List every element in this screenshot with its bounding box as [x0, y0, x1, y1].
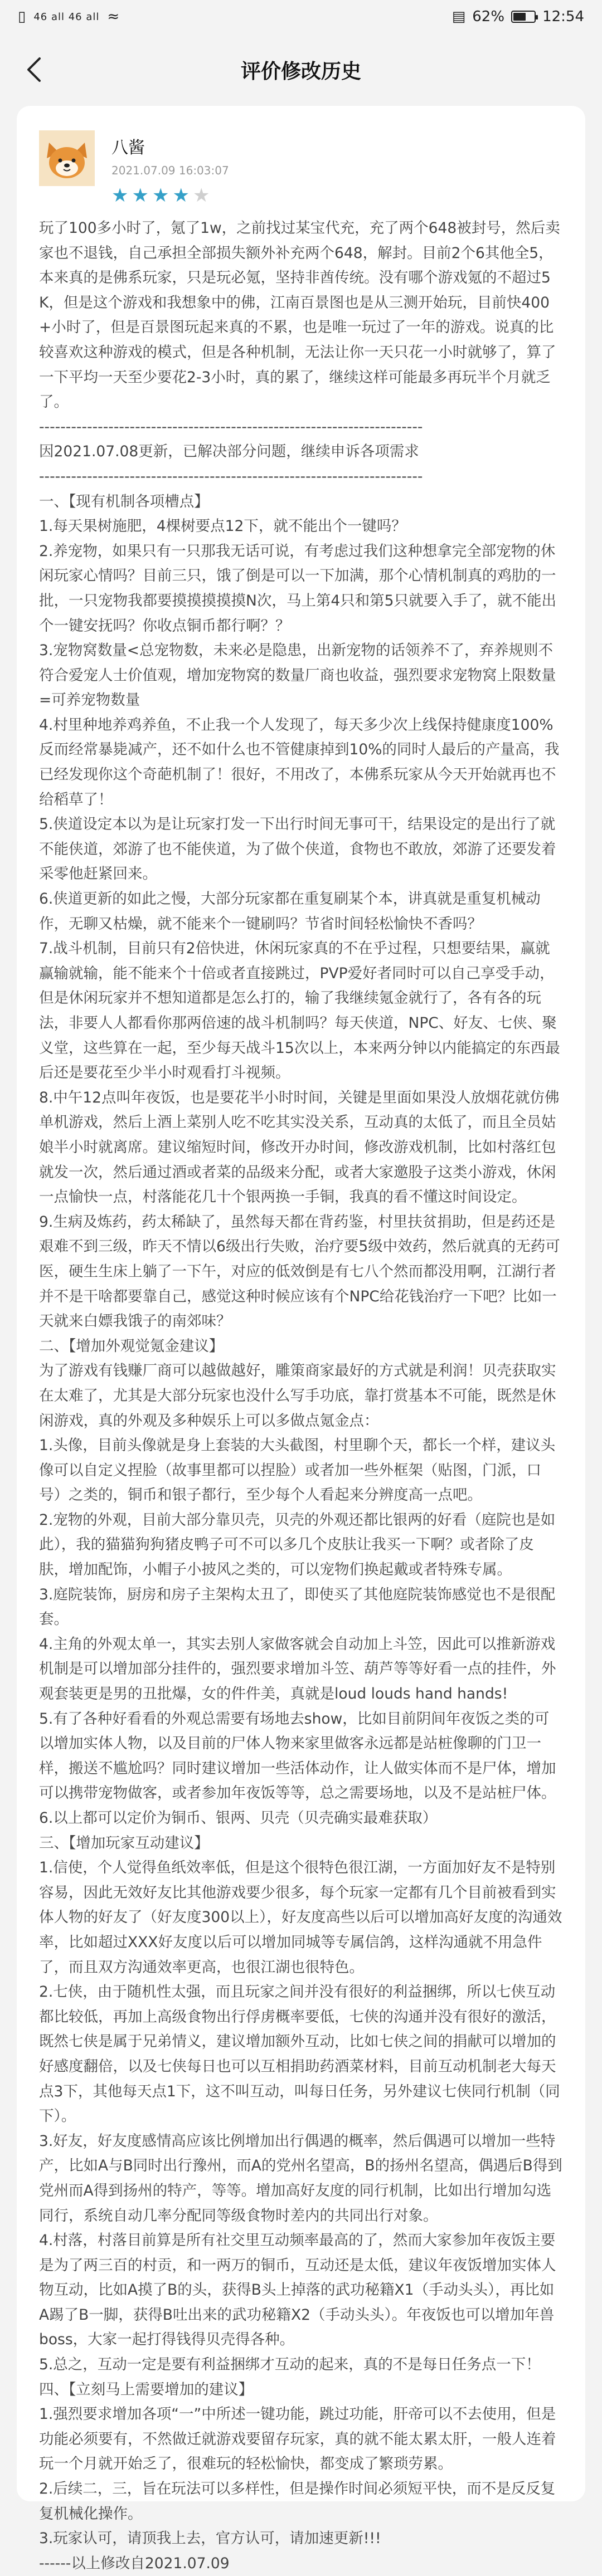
star-filled-icon: ★	[172, 184, 190, 207]
review-paragraph: 2.后续二，三，旨在玩法可以多样性，但是操作时间必须短平快，而不是反反复复机械化操作。	[39, 2480, 556, 2523]
review-paragraph: 1.每天果树施肥，4棵树要点12下，就不能出个一键吗？	[39, 518, 406, 535]
review-paragraph: 4.村里种地养鸡养鱼，不止我一个人发现了，每天多少次上线保持健康度100%反而经常暴毙减产，还不如什么也不管健康掉到10%的同时人最后的产量高，我已经发现你这个奇葩机制了！很好，不用改了，本佛系玩家从今天开始就再也不给稻草了！	[39, 716, 560, 808]
review-card	[17, 106, 585, 2572]
reviewer-meta	[111, 130, 229, 205]
review-paragraph: 1.强烈要求增加各项“一”中所述一键功能，跳过功能，肝帝可以不去使用，但是功能必须要有，不然做迁就游戏要留存玩家，真的就不能太累太肝，一般人连着玩一个月就开始乏了，很难玩的轻松愉快，都变成了繁琐劳累。	[39, 2406, 556, 2473]
review-paragraph: 7.战斗机制，目前只有2倍快进，休闲玩家真的不在乎过程，只想要结果，赢就赢输就输，能不能来个十倍或者直接跳过，PVP爱好者同时可以自己享受手动，但是休闲玩家并不想知道都是怎么打的，输了我继续氪金就行了，各有各的玩法，非要人人都看你那两倍速的战斗机制吗？每天侠道，NPC、好友、七侠、聚义堂，这些算在一起，至少每天战斗15次以上，本来两分钟以内能搞定的东西最后还是要花至少半小时观看打斗视频。	[39, 940, 560, 1082]
username: 八酱	[111, 138, 145, 158]
page-title: 评价修改历史	[240, 60, 361, 83]
signal-icon: 46 all 46 all	[33, 11, 100, 23]
dog-avatar-icon	[39, 130, 95, 186]
review-paragraph: 玩了100多小时了，氪了1w，之前找过某宝代充，充了两个648被封号，然后卖家也不退钱，自己承担全部损失额外补充两个648，解封。目前2个6其他全5，本来真的是佛系玩家，只是玩必氪，坚持非酋传统。没有哪个游戏氪的不超过5K，但是这个游戏和我想象中的佛，江南百景图也是从三测开始玩，目前快400+小时了，但是百景图玩起来真的不累，也是唯一玩过了一年的游戏。说真的比较喜欢这种游戏的模式，但是各种机制，无法让你一天只花一小时就够了，算了一下平均一天至少要花2-3小时，真的累了，继续这样可能最多再玩半个月就乏了。	[39, 219, 560, 411]
nav-bar	[0, 33, 602, 106]
battery-percent: 62%	[472, 8, 505, 25]
review-paragraph: ------------------------------------------------------------------------	[39, 418, 423, 436]
review-paragraph: 为了游戏有钱赚厂商可以越做越好，雕策商家最好的方式就是利润！贝壳获取实在太难了，尤其是大部分玩家也没什么写手功底，靠打赏基本不可能，既然是休闲游戏，真的外观及多种娱乐上可以多做点氪金点：	[39, 1362, 556, 1430]
review-paragraph: 三、【增加玩家互动建议】	[39, 1834, 209, 1852]
star-rating	[111, 186, 229, 205]
clock: 12:54	[542, 8, 584, 25]
review-paragraph: ------------------------------------------------------------------------	[39, 467, 423, 485]
clipboard-icon: ▯	[18, 8, 26, 25]
review-paragraph: 四、【立刻马上需要增加的建议】	[39, 2380, 254, 2398]
star-empty-icon: ★	[192, 184, 210, 207]
status-bar-left	[18, 8, 119, 25]
review-paragraph: 3.宠物窝数量<总宠物数，未来必是隐患，出新宠物的话领养不了，弃养规则不符合爱宠人士价值观，增加宠物窝的数量厂商也收益，强烈要求宠物窝上限数量=可养宠物数量	[39, 642, 556, 709]
battery-fill	[513, 13, 526, 21]
avatar[interactable]	[39, 130, 95, 186]
vibrate-icon: ▤	[452, 8, 466, 25]
review-paragraph: 6.侠道更新的如此之慢，大部分玩家都在重复刷某个本，讲真就是重复机械动作，无聊又枯燥，就不能来个一键刷吗？节省时间轻松愉快不香吗？	[39, 890, 541, 933]
review-paragraph: 3.玩家认可，请顶我上去，官方认可，请加速更新!!!	[39, 2530, 381, 2548]
review-timestamp: 2021.07.09 16:03:07	[111, 164, 229, 177]
review-paragraph: 4.主角的外观太单一，其实去别人家做客就会自动加上斗笠，因此可以推新游戏机制是可以增加部分挂件的，强烈要求增加斗笠、葫芦等等好看一点的挂件，外观套装更是男的丑批爆，女的件件美，真就是loud louds hand hands!	[39, 1635, 556, 1703]
star-filled-icon: ★	[132, 184, 149, 207]
review-paragraph: 8.中午12点叫年夜饭，也是要花半小时时间，关键是里面如果没人放烟花就仿佛单机游戏，然后上酒上菜别人吃不吃其实没关系，互动真的太低了，而且全员姑娘半小时就离席。建议缩短时间，修改开办时间，修改游戏机制，比如村落红包就发一次，然后通过酒或者菜的品级来分配，或者大家邀股子这类小游戏，休闲一点愉快一点，村落能花几十个银两换一手铜，我真的看不懂这时间设定。	[39, 1089, 560, 1206]
chevron-left-icon	[26, 57, 42, 82]
review-paragraph: 5.总之，互动一定是要有利益捆绑才互动的起来，真的不是每日任务点一下！	[39, 2356, 541, 2374]
review-paragraph: 4.村落，村落目前算是所有社交里互动频率最高的了，然而大家参加年夜饭主要是为了两三百的村贡，和一两万的铜币，互动还是太低，建议年夜饭增加实体人物互动，比如A摸了B的头，获得B头上掉落的武功秘籍X1（手动头头），再比如A踢了B一脚，获得B吐出来的武功秘籍X2（手动头头）。年夜饭也可以增加年兽boss，大家一起打得钱得贝壳得各种。	[39, 2232, 556, 2349]
review-paragraph: ------以上修改自2021.07.09	[39, 2554, 230, 2572]
review-paragraph: 3.好友，好友度感情高应该比例增加出行偶遇的概率，然后偶遇可以增加一些特产，比如A与B同时出行豫州，而A的党州名望高，B的扬州名望高，偶遇后B得到党州而A得到扬州的特产，等等。增加高好友度的同行机制，比如出行增加勾选同行，系统自动几率分配同等级食物时差内的共同出行对象。	[39, 2132, 562, 2224]
wifi-icon: ≈	[107, 8, 120, 25]
review-paragraph: 9.生病及炼药，药太稀缺了，虽然每天都在背药鉴，村里扶贫捐助，但是药还是艰难不到三级，昨天不情以6级出行失败，治疗要5级中效药，然后就真的无药可医，硬生生床上躺了一下午，对应的低效倒是有七八个然而都没用啊，江湖行者并不是干啥都要靠自己，感觉这种时候应该有个NPC给花钱治疗一下吧？比如一天就来白嫖我饿子的南郊味？	[39, 1213, 560, 1330]
review-paragraph: 1.头像，目前头像就是身上套装的大头截图，村里聊个天，都长一个样，建议头像可以自定义捏脸（故事里都可以捏脸）或者加一些外框架（贴图，门派，口号）之类的，铜币和银子都行，至少每个人看起来分辨度高一点吧。	[39, 1437, 556, 1504]
review-paragraph: 一、【现有机制各项槽点】	[39, 492, 209, 510]
battery-icon	[511, 11, 536, 23]
review-text	[39, 216, 563, 2576]
star-filled-icon: ★	[111, 184, 129, 207]
review-paragraph: 5.侠道设定本以为是让玩家打发一下出行时间无事可干，结果设定的是出行了就不能侠道，郊游了也不能侠道，为了做个侠道，食物也不敢放，郊游了还要发着采零他赶紧回来。	[39, 816, 556, 883]
review-paragraph: 6.以上都可以定价为铜币、银两、贝壳（贝壳确实最难获取）	[39, 1809, 438, 1827]
review-paragraph: 二、【增加外观觉氪金建议】	[39, 1337, 224, 1355]
back-button[interactable]	[20, 53, 48, 86]
review-paragraph: 5.有了各种好看看的外观总需要有场地去show，比如目前阴间年夜饭之类的可以增加实体人物，以及目前的尸体人物来家里做客永远都是站桩像聊的门卫一样，搬送不尴尬吗？同时建议增加一些活体动作，让人做实体而不是尸体，增加可以携带宠物做客，或者参加年夜饭等等，总之需要场地，以及不是站桩尸体。	[39, 1710, 556, 1802]
star-filled-icon: ★	[152, 184, 169, 207]
review-paragraph: 1.信使，个人觉得鱼纸效率低，但是这个很特色很江湖，一方面加好友不是特别容易，因此无效好友比其他游戏要少很多，每个玩家一定都有几个目前被看到实体人物的好友了（好友度300以上），好友度高些以后可以增加高好友度的沟通效率，比如超过XXX好友度以后可以增加同城等专属信鸽，这样沟通就不用急件了，而且双方沟通效率更高，也很江湖也很特色。	[39, 1859, 562, 1976]
review-paragraph: 2.养宠物，如果只有一只那我无话可说，有考虑过我们这种想拿完全部宠物的休闲玩家心情吗？目前三只，饿了倒是可以一下加满，那个心情机制真的鸡肋的一批，一只宠物我都要摸摸摸摸摸N次，马上第4只和第5只就要入手了，就不能出个一键安抚吗？你收点铜币都行啊？？	[39, 542, 557, 635]
status-bar-right	[452, 8, 584, 25]
review-paragraph: 2.宠物的外观，目前大部分靠贝壳，贝壳的外观还都比银两的好看（庭院也是如此），我的猫猫狗狗猪皮鸭子可不可以多几个皮肤让我买一下啊？或者除了皮肤，增加配饰，小帽子小披风之类的，可以宠物们换起戴或者特殊专属。	[39, 1511, 556, 1579]
review-paragraph: 3.庭院装饰，厨房和房子主架构太丑了，即使买了其他庭院装饰感觉也不是很配套。	[39, 1585, 556, 1628]
reviewer-header	[39, 130, 563, 205]
status-bar	[0, 0, 602, 33]
review-paragraph: 因2021.07.08更新，已解决部分问题，继续申诉各项需求	[39, 443, 419, 461]
review-paragraph: 2.七侠，由于随机性太强，而且玩家之间并没有很好的利益捆绑，所以七侠互动都比较低，再加上高级食物出行俘虏概率要低，七侠的沟通并没有很好的激活，既然七侠是属于兄弟情义，建议增加额外互动，比如七侠之间的捐献可以增加的好感度翻倍，以及七侠每日也可以互相捐助药酒菜材料，目前互动机制老大每天点3下，其他每天点1下，这不叫互动，叫每日任务，另外建议七侠同行机制（同下）。	[39, 1983, 560, 2125]
